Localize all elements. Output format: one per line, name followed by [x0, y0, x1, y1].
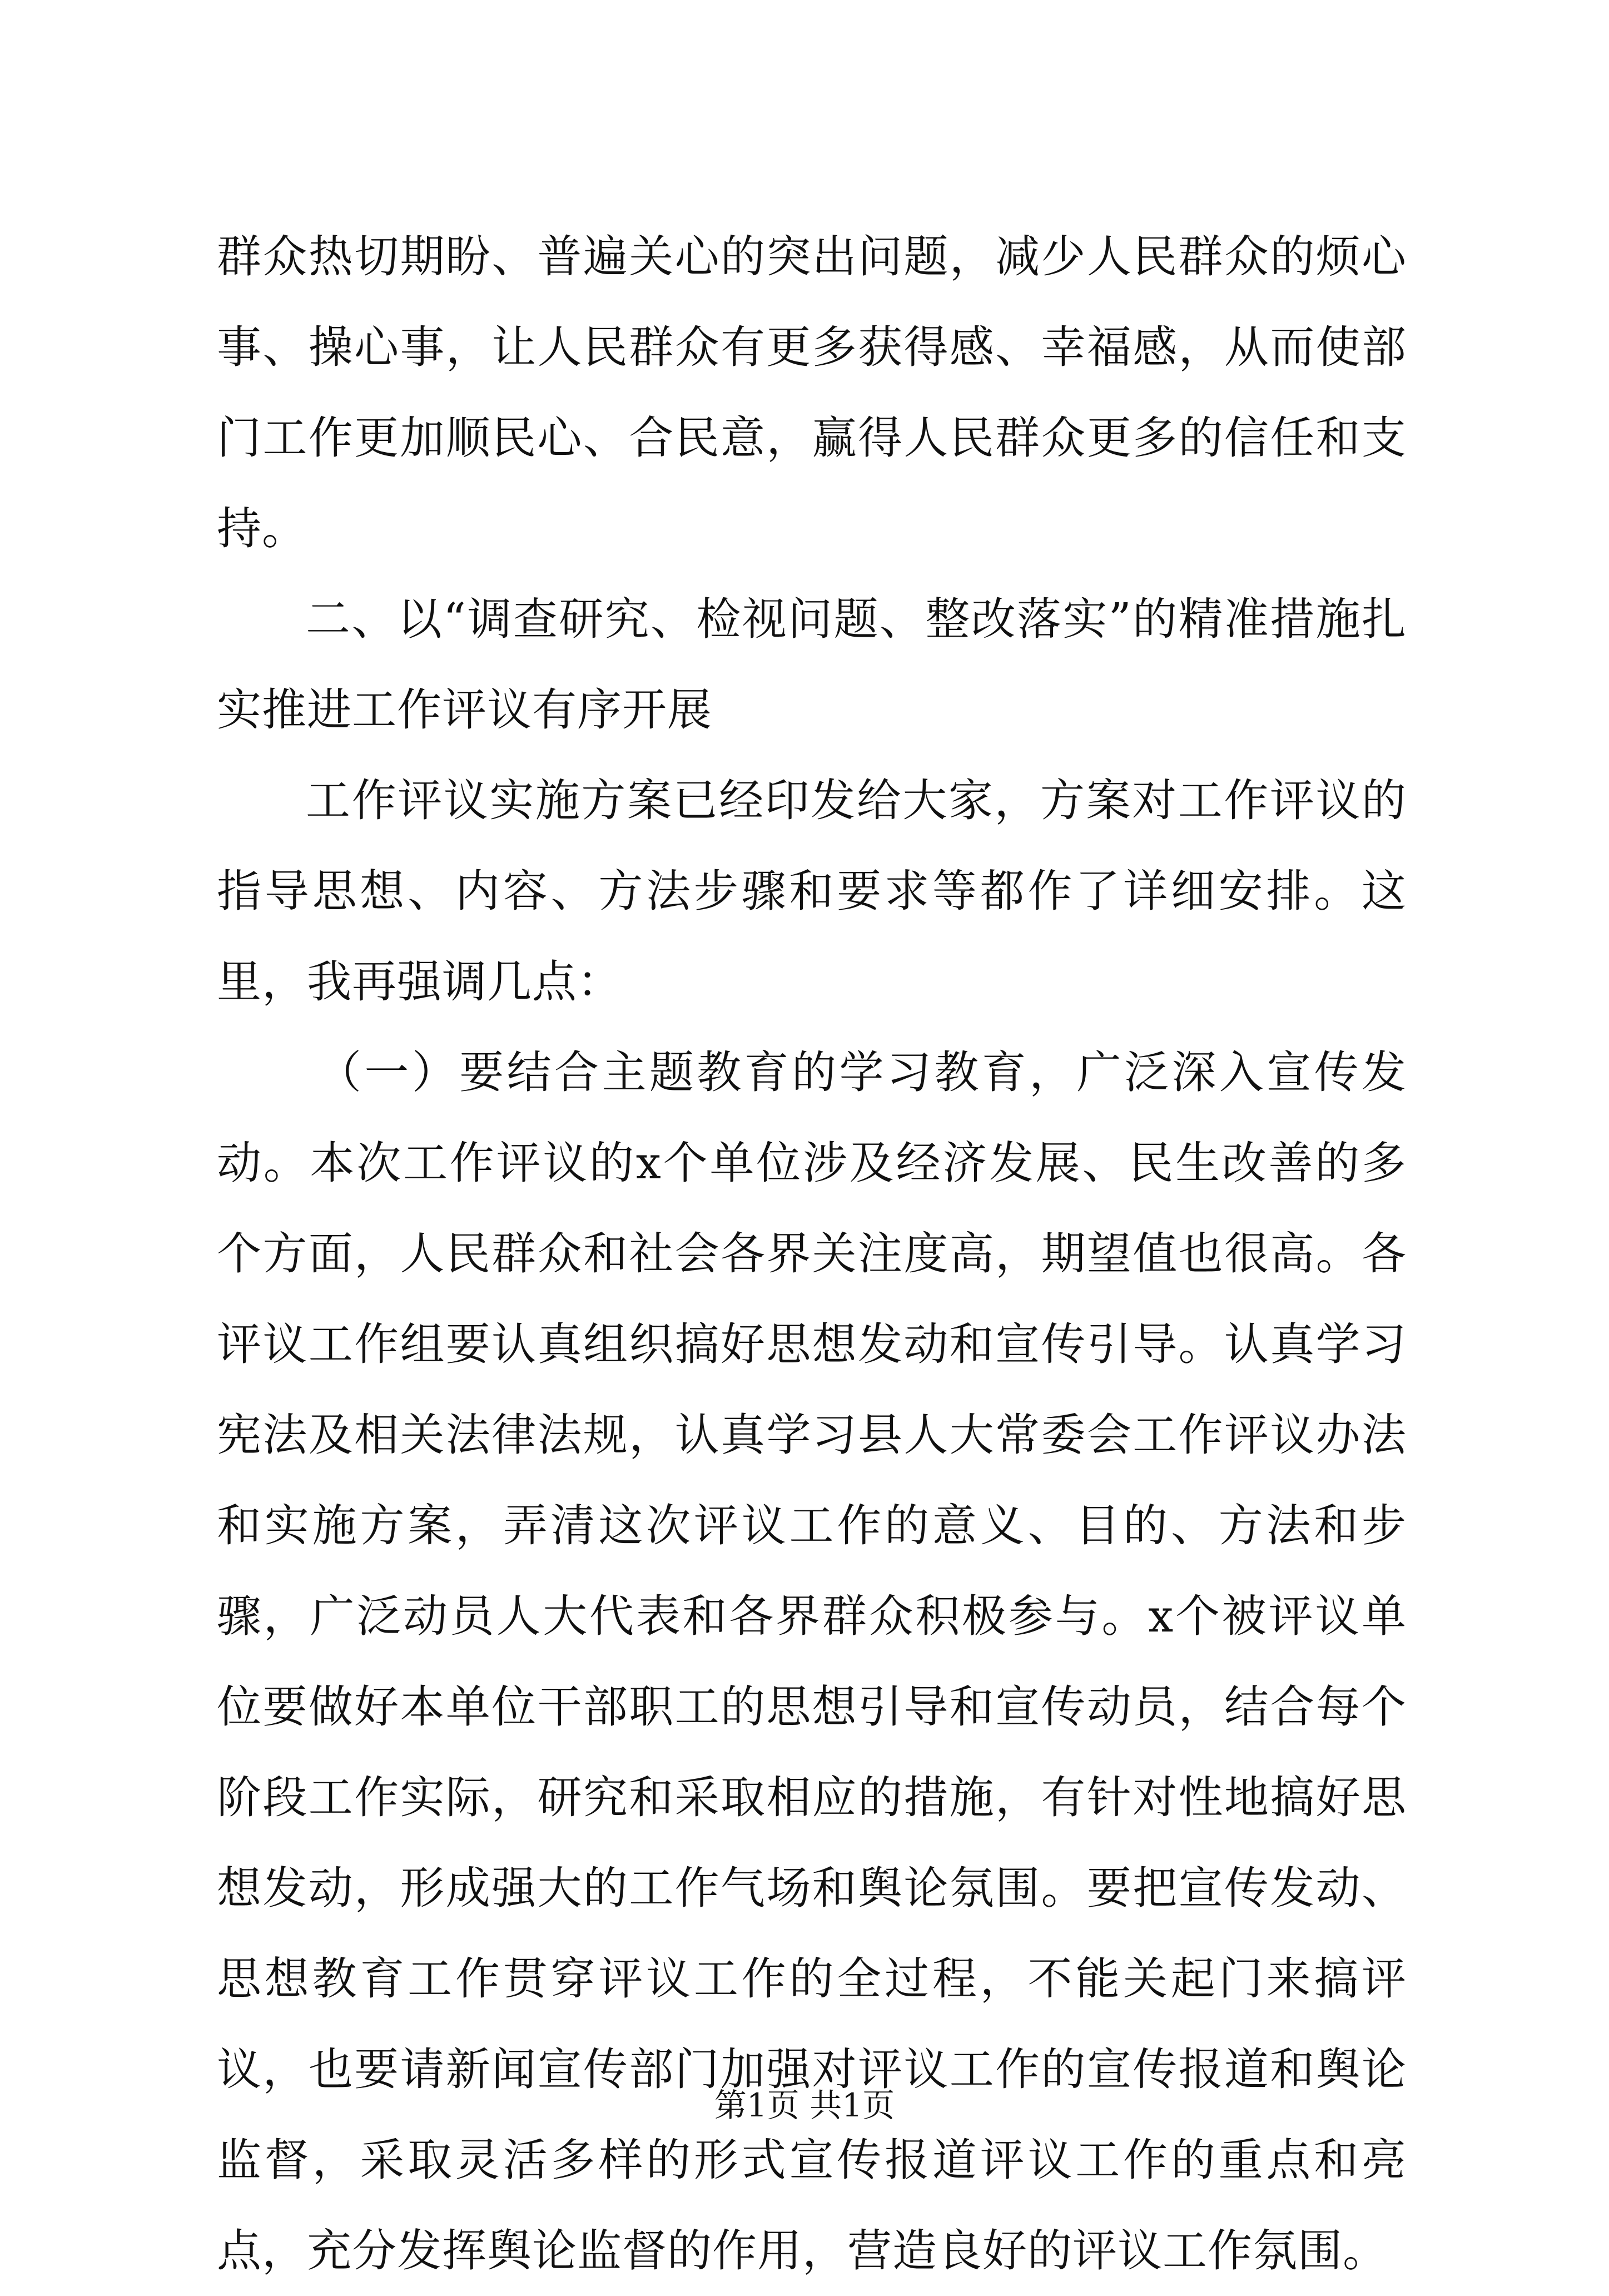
- section-heading: 二、以“调查研究、检视问题、整改落实”的精准措施扎实推进工作评议有序开展: [217, 593, 1407, 736]
- document-body: [217, 211, 1407, 2296]
- paragraph-point-one: （一）要结合主题教育的学习教育，广泛深入宣传发动。本次工作评议的x个单位涉及经济发展、民生改善的多个方面，人民群众和社会各界关注度高，期望值也很高。各评议工作组要认真组织搞好思想发动和宣传引导。认真学习宪法及相关法律法规，认真学习县人大常委会工作评议办法和实施方案，弄清这次评议工作的意义、目的、方法和步骤，广泛动员人大代表和各界群众积极参与。x个被评议单位要做好本单位干部职工的思想引导和宣传动员，结合每个阶段工作实际，研究和采取相应的措施，有针对性地搞好思想发动，形成强大的工作气场和舆论氛围。要把宣传发动、思想教育工作贯穿评议工作的全过程，不能关起门来搞评议，也要请新闻宣传部门加强对评议工作的宣传报道和舆论监督，采取灵活多样的形式宣传报道评议工作的重点和亮点，充分发挥舆论监督的作用，营造良好的评议工作氛围。: [217, 1047, 1407, 2277]
- paragraph-intro: 工作评议实施方案已经印发给大家，方案对工作评议的指导思想、内容、方法步骤和要求等都作了详细安排。这里，我再强调几点：: [217, 775, 1407, 1008]
- paragraph-continuation: 群众热切期盼、普遍关心的突出问题，减少人民群众的烦心事、操心事，让人民群众有更多获得感、幸福感，从而使部门工作更加顺民心、合民意，赢得人民群众更多的信任和支持。: [217, 231, 1407, 554]
- page-number-footer: 第1页 共1页: [714, 2086, 895, 2124]
